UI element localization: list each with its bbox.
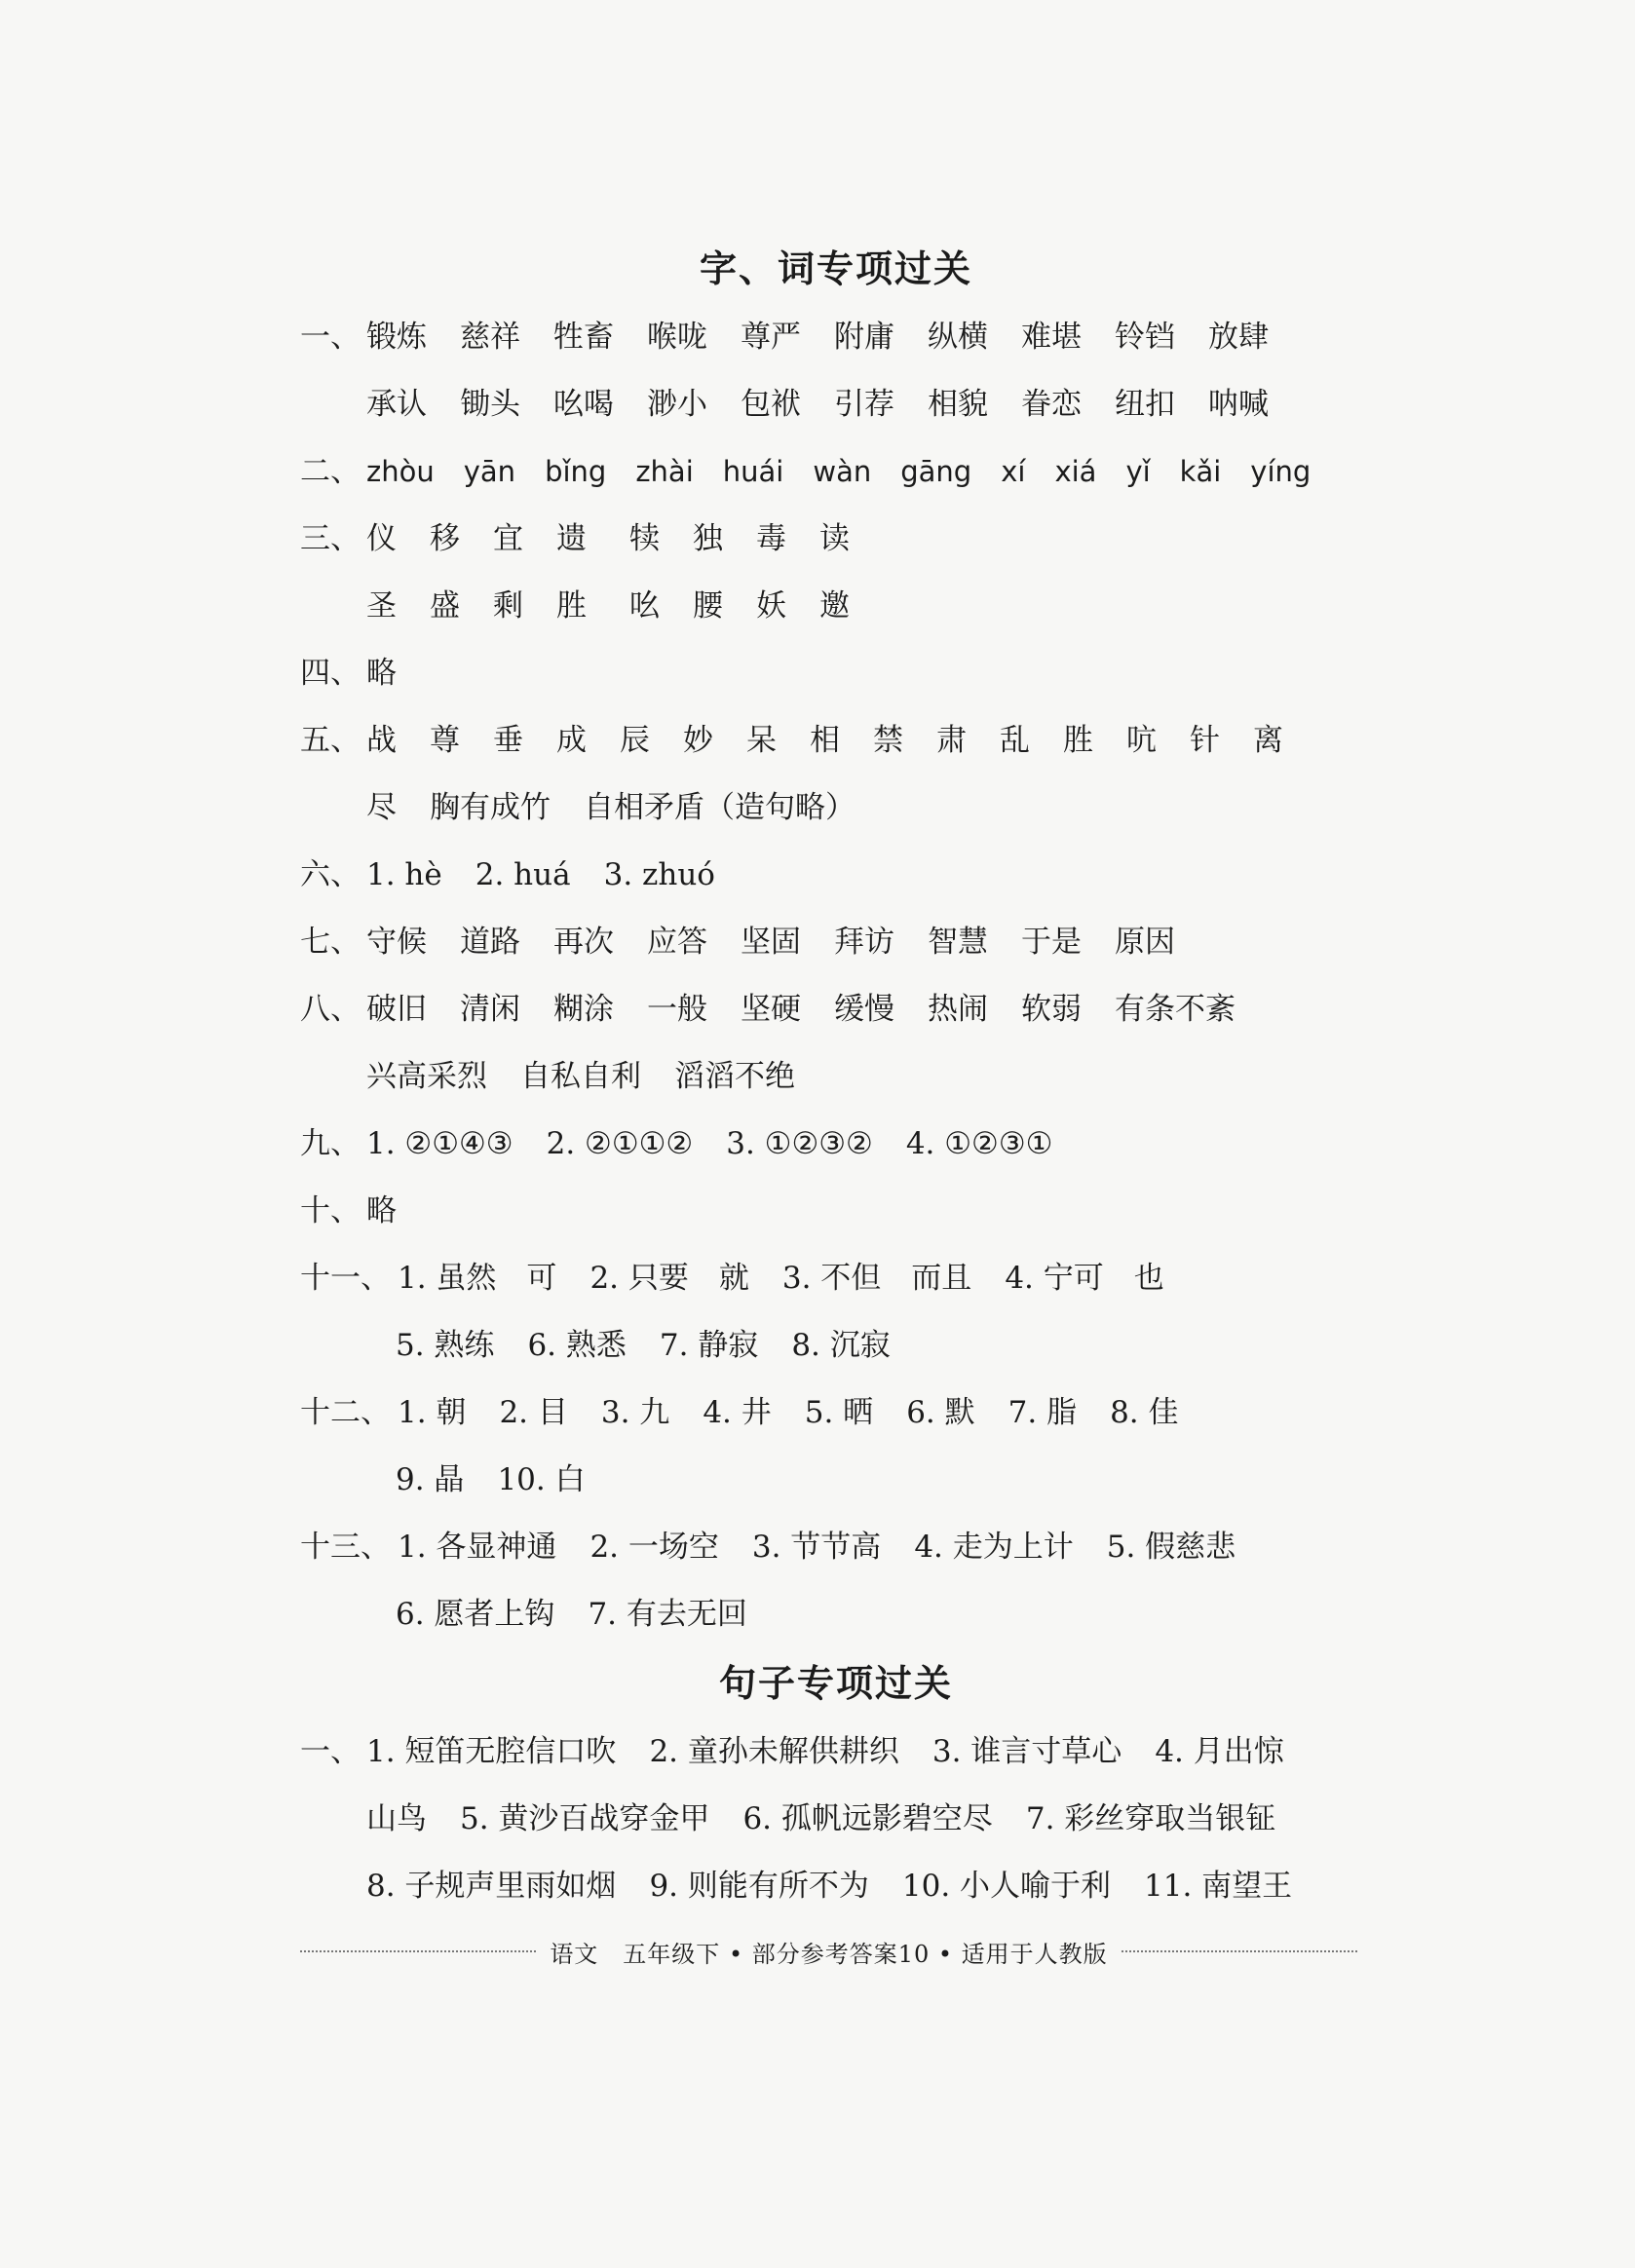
answer-token: xiá [1054, 455, 1097, 488]
answer-token: 胜 [1063, 723, 1093, 758]
answer-token: 引荐 [834, 387, 894, 422]
answer-token: wàn [813, 455, 872, 488]
s1-row2 [300, 1786, 1372, 1853]
q11-marker: 十一、 [300, 1261, 391, 1296]
answer-token: 附庸 [834, 320, 894, 355]
answer-token: 妙 [683, 723, 713, 758]
q13-tokens-2 [396, 1581, 780, 1648]
answer-token: 坚固 [741, 925, 801, 960]
answer-token: 3. 谁言寸草心 [932, 1734, 1122, 1769]
answer-token: 眷恋 [1021, 387, 1082, 422]
s1-tokens-3 [366, 1853, 1325, 1920]
answer-token: 2. ②①①② [546, 1126, 694, 1161]
answer-token: 2. 只要 就 [589, 1261, 749, 1296]
answer-token: 独 [693, 521, 723, 556]
answer-token: 锄头 [460, 387, 520, 422]
q11-row1 [300, 1245, 1372, 1312]
q9-tokens [366, 1111, 1085, 1178]
answer-token: 读 [819, 521, 850, 556]
q6-tokens [366, 842, 748, 909]
answer-token: 2. 童孙未解供耕织 [649, 1734, 899, 1769]
answer-token: 一般 [647, 992, 707, 1027]
answer-token: xí [1001, 455, 1026, 488]
q12-marker: 十二、 [300, 1395, 391, 1430]
q5-row2 [300, 775, 1372, 842]
answer-token: 2. 目 [499, 1395, 568, 1430]
answer-token: 滔滔不绝 [674, 1059, 795, 1094]
q4-row1 [300, 640, 1372, 707]
answer-token: 战 [366, 723, 397, 758]
answer-token: 热闹 [928, 992, 988, 1027]
answer-token: 铃铛 [1115, 320, 1175, 355]
answer-token: 1. ②①④③ [366, 1126, 513, 1161]
answer-token: 兴高采烈 [366, 1059, 487, 1094]
answer-token: 尽 [366, 790, 397, 825]
answer-token: kǎi [1179, 455, 1222, 488]
answer-token: 守候 [366, 925, 427, 960]
answer-token: 6. 孤帆远影碧空尽 [742, 1801, 993, 1836]
answer-token: 吆喝 [553, 387, 614, 422]
answer-token: 6. 熟悉 [527, 1328, 627, 1363]
answer-token: 1. hè [366, 857, 442, 892]
answer-token: 胸有成竹 [430, 790, 551, 825]
answer-token: 6. 默 [906, 1395, 975, 1430]
answer-token: huái [722, 455, 784, 488]
answer-token: 吆 [629, 588, 660, 624]
q3-row2 [300, 573, 1372, 640]
answer-token: 慈祥 [460, 320, 520, 355]
q12-tokens [398, 1380, 1212, 1447]
answer-token: 4. 走为上计 [914, 1530, 1074, 1565]
answer-token: 3. 不但 而且 [781, 1261, 972, 1296]
answer-token: 尊 [430, 723, 460, 758]
answer-token: gāng [900, 455, 972, 488]
q11-tokens [398, 1245, 1198, 1312]
q2-row1 [300, 438, 1372, 506]
section-title-words: 字、词专项过关 [699, 246, 972, 290]
answer-token: 剩 [493, 588, 523, 624]
answer-token: 原因 [1115, 925, 1175, 960]
answer-token: 2. huá [475, 857, 571, 892]
answer-token: 仪 [366, 521, 397, 556]
q3-marker: 三、 [300, 521, 361, 556]
answer-token: 于是 [1021, 925, 1082, 960]
answer-token: 包袱 [741, 387, 801, 422]
q8-tokens-2 [366, 1043, 828, 1111]
q3-row1 [300, 506, 1372, 573]
answer-token: 针 [1190, 723, 1220, 758]
answer-token: 吭 [1126, 723, 1157, 758]
q4-marker: 四、 [300, 656, 361, 691]
answer-token: 宜 [493, 521, 523, 556]
answer-token: 4. 宁可 也 [1005, 1261, 1164, 1296]
q6-row1 [300, 842, 1372, 909]
answer-token: 9. 晶 [396, 1462, 465, 1497]
answer-token: 8. 沉寂 [791, 1328, 891, 1363]
section-title-sentences: 句子专项过关 [718, 1661, 953, 1705]
answer-token: 喉咙 [647, 320, 707, 355]
q13-row2 [300, 1581, 1372, 1648]
s1-row3 [300, 1853, 1372, 1920]
answer-token: 8. 子规声里雨如烟 [366, 1869, 617, 1904]
answer-token: 清闲 [460, 992, 520, 1027]
answer-token: 承认 [366, 387, 427, 422]
q9-marker: 九、 [300, 1126, 361, 1161]
answer-token: 呆 [746, 723, 777, 758]
s1-marker: 一、 [300, 1734, 361, 1769]
answer-token: 腰 [693, 588, 723, 624]
answer-token: yíng [1250, 455, 1312, 488]
answer-token: 4. ①②③① [905, 1126, 1053, 1161]
q1-marker: 一、 [300, 320, 361, 355]
q11-row2 [300, 1312, 1372, 1380]
q1-tokens-2 [366, 371, 1302, 438]
answer-token: 相貌 [928, 387, 988, 422]
q1-row1 [300, 304, 1372, 371]
answer-token: 软弱 [1021, 992, 1082, 1027]
q8-marker: 八、 [300, 992, 361, 1027]
answer-token: zhòu [366, 455, 435, 488]
answer-token: 10. 小人喻于利 [901, 1869, 1112, 1904]
answer-token: 10. 白 [497, 1462, 586, 1497]
q7-tokens [366, 909, 1208, 976]
answer-token: 糊涂 [553, 992, 614, 1027]
q3-tokens-2 [366, 573, 893, 640]
answer-token: 1. 虽然 可 [398, 1261, 557, 1296]
answer-token: 6. 愿者上钩 [396, 1597, 555, 1632]
answer-token: 5. 黄沙百战穿金甲 [460, 1801, 710, 1836]
answer-token: 纽扣 [1115, 387, 1175, 422]
s1-row1 [300, 1719, 1372, 1786]
answer-token: 辰 [620, 723, 650, 758]
q5-tokens-2 [366, 775, 889, 842]
answer-token: 有条不紊 [1115, 992, 1236, 1027]
answer-token: 7. 静寂 [659, 1328, 759, 1363]
answer-token: 1. 短笛无腔信口吹 [366, 1734, 617, 1769]
q8-row2 [300, 1043, 1372, 1111]
answer-token: 1. 各显神通 [398, 1530, 557, 1565]
answer-token: 3. zhuó [603, 857, 715, 892]
answer-token: 渺小 [647, 387, 707, 422]
answer-token: 智慧 [928, 925, 988, 960]
answer-token: 1. 朝 [398, 1395, 467, 1430]
page-content [300, 234, 1372, 1920]
answer-token: 乱 [1000, 723, 1030, 758]
answer-token: 7. 彩丝穿取当银钲 [1025, 1801, 1276, 1836]
answer-token: 5. 晒 [804, 1395, 874, 1430]
q12-row1 [300, 1380, 1372, 1447]
footer-text: 语文 五年级下 • 部分参考答案10 • 适用于人教版 [550, 1940, 1108, 1968]
answer-token: 离 [1253, 723, 1283, 758]
q5-tokens [366, 707, 1316, 775]
q10-marker: 十、 [300, 1193, 361, 1228]
answer-token: 盛 [430, 588, 460, 624]
answer-token: yǐ [1125, 455, 1151, 488]
answer-token: yān [463, 455, 516, 488]
answer-token: 难堪 [1021, 320, 1082, 355]
answer-token: 肃 [936, 723, 967, 758]
answer-token: 牲畜 [553, 320, 614, 355]
answer-token: 胜 [556, 588, 587, 624]
footer-dots-right [1122, 1950, 1357, 1952]
q10-text: 略 [366, 1193, 397, 1228]
answer-token: 成 [556, 723, 587, 758]
answer-token: 相 [810, 723, 840, 758]
q8-row1 [300, 976, 1372, 1043]
answer-token: 毒 [756, 521, 786, 556]
answer-token: 2. 一场空 [589, 1530, 719, 1565]
answer-token: 5. 假慈悲 [1106, 1530, 1236, 1565]
answer-token: 坚硬 [741, 992, 801, 1027]
answer-token: 3. 节节高 [751, 1530, 882, 1565]
q10-row1 [300, 1178, 1372, 1245]
answer-token: 呐喊 [1208, 387, 1269, 422]
answer-token: 缓慢 [834, 992, 894, 1027]
answer-token: 圣 [366, 588, 397, 624]
answer-token: 拜访 [834, 925, 894, 960]
answer-token: 破旧 [366, 992, 427, 1027]
footer-dots-left [300, 1950, 536, 1952]
answer-token: 道路 [460, 925, 520, 960]
answer-token: 山鸟 [366, 1801, 427, 1836]
q13-row1 [300, 1514, 1372, 1581]
q12-tokens-2 [396, 1447, 619, 1514]
q2-marker: 二、 [300, 454, 361, 489]
answer-token: 垂 [493, 723, 523, 758]
answer-token: 纵横 [928, 320, 988, 355]
answer-token: 禁 [873, 723, 903, 758]
q8-tokens [366, 976, 1269, 1043]
answer-token: 4. 月出惊 [1155, 1734, 1284, 1769]
q12-row2 [300, 1447, 1372, 1514]
q6-marker: 六、 [300, 857, 361, 892]
answer-token: 锻炼 [366, 320, 427, 355]
answer-token: 11. 南望王 [1144, 1869, 1293, 1904]
q4-text: 略 [366, 656, 397, 691]
q3-tokens [366, 506, 893, 573]
q5-marker: 五、 [300, 723, 361, 758]
answer-token: 8. 佳 [1110, 1395, 1179, 1430]
page-footer [300, 1927, 1357, 1976]
answer-token: 3. 九 [600, 1395, 670, 1430]
answer-token: 5. 熟练 [396, 1328, 495, 1363]
answer-token: 3. ①②③② [726, 1126, 873, 1161]
answer-token: 再次 [553, 925, 614, 960]
answer-token: 自相矛盾（造句略） [584, 790, 856, 825]
q5-row1 [300, 707, 1372, 775]
q1-row2 [300, 371, 1372, 438]
answer-token: bǐng [545, 455, 607, 488]
answer-token: 移 [430, 521, 460, 556]
answer-token: 自私自利 [520, 1059, 641, 1094]
answer-token: 妖 [756, 588, 786, 624]
q9-row1 [300, 1111, 1372, 1178]
answer-token: 放肆 [1208, 320, 1269, 355]
answer-token: 犊 [629, 521, 660, 556]
q2-tokens [366, 438, 1340, 506]
answer-token: 9. 则能有所不为 [649, 1869, 869, 1904]
s1-tokens-2 [366, 1786, 1309, 1853]
q7-row1 [300, 909, 1372, 976]
answer-token: 4. 井 [703, 1395, 772, 1430]
answer-token: 7. 脂 [1008, 1395, 1078, 1430]
answer-token: 遗 [556, 521, 587, 556]
answer-token: zhài [635, 455, 694, 488]
q13-marker: 十三、 [300, 1530, 391, 1565]
answer-token: 7. 有去无回 [588, 1597, 747, 1632]
q7-marker: 七、 [300, 925, 361, 960]
answer-token: 应答 [647, 925, 707, 960]
q11-tokens-2 [396, 1312, 924, 1380]
s1-tokens [366, 1719, 1317, 1786]
q1-tokens [366, 304, 1302, 371]
q13-tokens [398, 1514, 1269, 1581]
answer-token: 尊严 [741, 320, 801, 355]
answer-token: 邀 [819, 588, 850, 624]
